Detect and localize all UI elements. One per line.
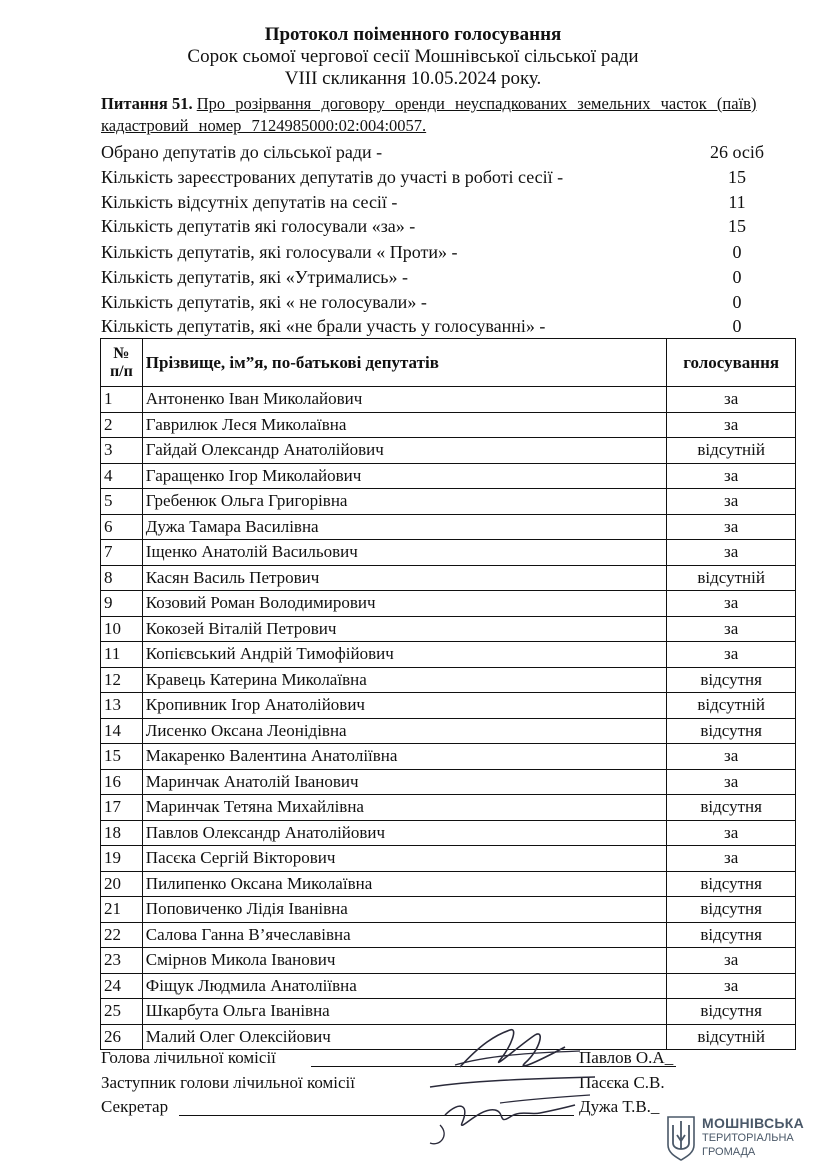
row-number: 21 xyxy=(101,897,143,923)
table-row xyxy=(101,667,796,693)
vote-result: відсутній xyxy=(667,1024,796,1050)
signatory-name: Дужа Т.В._ xyxy=(579,1097,660,1116)
table-row xyxy=(101,718,796,744)
row-number: 18 xyxy=(101,820,143,846)
deputy-name: Кропивник Ігор Анатолійович xyxy=(142,693,666,719)
row-number: 2 xyxy=(101,412,143,438)
stat-row xyxy=(101,316,791,340)
session-line: Сорок сьомої чергової сесії Мошнівської сільської ради xyxy=(187,46,639,67)
stat-value: 26 осіб xyxy=(709,142,765,162)
vote-result: відсутня xyxy=(667,922,796,948)
table-row xyxy=(101,489,796,515)
deputy-name: Маринчак Тетяна Михайлівна xyxy=(142,795,666,821)
question-line-2 xyxy=(101,115,801,137)
row-number: 5 xyxy=(101,489,143,515)
deputy-name: Гаращенко Ігор Миколайович xyxy=(142,463,666,489)
deputy-name: Салова Ганна В’ячеславівна xyxy=(142,922,666,948)
stat-value: 15 xyxy=(728,167,746,187)
row-number: 25 xyxy=(101,999,143,1025)
vote-result: відсутня xyxy=(667,999,796,1025)
row-number: 1 xyxy=(101,387,143,413)
handwritten-signature-icon xyxy=(400,1015,600,1155)
table-row xyxy=(101,616,796,642)
stat-label: Обрано депутатів до сільської ради - xyxy=(101,142,383,162)
logo-line-1: МОШНІВСЬКА xyxy=(702,1115,805,1131)
stat-row xyxy=(101,167,791,191)
question-text-1: Про розірвання договору оренди неуспадкованих земельних часток (паїв) xyxy=(196,94,757,113)
vote-result: за xyxy=(667,540,796,566)
deputy-name: Макаренко Валентина Анатоліївна xyxy=(142,744,666,770)
deputy-name: Гаврилюк Леся Миколаївна xyxy=(142,412,666,438)
stat-row xyxy=(101,292,791,316)
stat-value: 0 xyxy=(732,267,742,287)
stat-label: Кількість депутатів, які «не брали участь у голосуванні» - xyxy=(101,316,546,336)
deputy-name: Козовий Роман Володимирович xyxy=(142,591,666,617)
table-row xyxy=(101,412,796,438)
vote-result: відсутній xyxy=(667,438,796,464)
vote-result: за xyxy=(667,948,796,974)
stat-row xyxy=(101,142,791,166)
table-row xyxy=(101,438,796,464)
col-number-header xyxy=(101,339,143,387)
row-number: 22 xyxy=(101,922,143,948)
document-title: Протокол поіменного голосування xyxy=(264,24,562,45)
stat-label: Кількість депутатів які голосували «за» - xyxy=(101,216,416,236)
deputy-name: Фіщук Людмила Анатоліївна xyxy=(142,973,666,999)
stat-row xyxy=(101,216,791,240)
vote-result: за xyxy=(667,642,796,668)
signature-role: Заступник голови лічильної комісії xyxy=(101,1073,356,1092)
table-row xyxy=(101,463,796,489)
row-number: 19 xyxy=(101,846,143,872)
table-row xyxy=(101,565,796,591)
row-number: 7 xyxy=(101,540,143,566)
stat-label: Кількість відсутніх депутатів на сесії - xyxy=(101,192,398,212)
table-row xyxy=(101,642,796,668)
table-row xyxy=(101,871,796,897)
row-number: 20 xyxy=(101,871,143,897)
vote-result: за xyxy=(667,846,796,872)
col-vote-header: голосування xyxy=(667,339,796,387)
deputy-name: Кравець Катерина Миколаївна xyxy=(142,667,666,693)
stat-value: 0 xyxy=(732,316,742,336)
row-number: 23 xyxy=(101,948,143,974)
stat-label: Кількість депутатів, які «Утримались» - xyxy=(101,267,408,287)
row-number: 3 xyxy=(101,438,143,464)
signature-role: Голова лічильної комісії xyxy=(101,1048,276,1067)
deputy-name: Копієвський Андрій Тимофійович xyxy=(142,642,666,668)
row-number: 4 xyxy=(101,463,143,489)
stat-label: Кількість зареєстрованих депутатів до участі в роботі сесії - xyxy=(101,167,564,187)
deputy-name: Пилипенко Оксана Миколаївна xyxy=(142,871,666,897)
row-number: 24 xyxy=(101,973,143,999)
table-header-row xyxy=(101,339,796,387)
vote-result: відсутній xyxy=(667,565,796,591)
row-number: 11 xyxy=(101,642,143,668)
vote-result: за xyxy=(667,514,796,540)
deputy-name: Лисенко Оксана Леонідівна xyxy=(142,718,666,744)
vote-result: відсутня xyxy=(667,897,796,923)
signature-role: Секретар xyxy=(101,1097,169,1116)
deputy-name: Кокозей Віталій Петрович xyxy=(142,616,666,642)
community-logo xyxy=(666,1115,816,1163)
deputy-name: Дужа Тамара Василівна xyxy=(142,514,666,540)
row-number: 17 xyxy=(101,795,143,821)
table-row xyxy=(101,540,796,566)
stat-row xyxy=(101,192,791,216)
convocation-line: VIII скликання 10.05.2024 року. xyxy=(284,68,542,89)
table-row xyxy=(101,795,796,821)
deputy-name: Шкарбута Ольга Іванівна xyxy=(142,999,666,1025)
vote-result: відсутня xyxy=(667,871,796,897)
logo-line-2: ТЕРИТОРІАЛЬНА xyxy=(702,1132,794,1144)
vote-result: за xyxy=(667,387,796,413)
col-number-header-part: № xyxy=(113,344,130,362)
row-number: 12 xyxy=(101,667,143,693)
vote-result: за xyxy=(667,463,796,489)
row-number: 14 xyxy=(101,718,143,744)
stat-value: 11 xyxy=(728,192,746,212)
vote-result: за xyxy=(667,973,796,999)
table-row xyxy=(101,591,796,617)
logo-line-3: ГРОМАДА xyxy=(702,1146,756,1158)
deputy-name: Гребенюк Ольга Григорівна xyxy=(142,489,666,515)
roll-call-table xyxy=(100,338,796,1050)
table-row xyxy=(101,514,796,540)
stat-label: Кількість депутатів, які « не голосували» - xyxy=(101,292,427,312)
deputy-name: Поповиченко Лідія Іванівна xyxy=(142,897,666,923)
stat-label: Кількість депутатів, які голосували « Проти» - xyxy=(101,242,458,262)
signatory-name: Павлов О.А_ xyxy=(579,1048,674,1067)
vote-result: за xyxy=(667,489,796,515)
col-number-header-part: п/п xyxy=(109,362,133,380)
row-number: 26 xyxy=(101,1024,143,1050)
vote-result: за xyxy=(667,769,796,795)
vote-result: за xyxy=(667,820,796,846)
vote-result: за xyxy=(667,412,796,438)
table-row xyxy=(101,820,796,846)
table-row xyxy=(101,693,796,719)
stat-row xyxy=(101,242,791,266)
deputy-name: Іщенко Анатолій Васильович xyxy=(142,540,666,566)
row-number: 10 xyxy=(101,616,143,642)
vote-result: за xyxy=(667,616,796,642)
stat-value: 15 xyxy=(728,216,746,236)
deputy-name: Павлов Олександр Анатолійович xyxy=(142,820,666,846)
deputy-name: Малий Олег Олексійович xyxy=(142,1024,666,1050)
vote-result: відсутня xyxy=(667,667,796,693)
col-name-header: Прізвище, ім”я, по-батькові депутатів xyxy=(142,339,666,387)
table-row xyxy=(101,846,796,872)
table-row xyxy=(101,744,796,770)
question-text-2: кадастровий номер 7124985000:02:004:0057. xyxy=(101,116,427,135)
row-number: 13 xyxy=(101,693,143,719)
vote-result: відсутня xyxy=(667,795,796,821)
table-row xyxy=(101,769,796,795)
table-row xyxy=(101,973,796,999)
stat-value: 0 xyxy=(732,242,742,262)
deputy-name: Гайдай Олександр Анатолійович xyxy=(142,438,666,464)
table-row xyxy=(101,922,796,948)
row-number: 9 xyxy=(101,591,143,617)
row-number: 6 xyxy=(101,514,143,540)
trident-icon xyxy=(666,1115,696,1161)
vote-result: за xyxy=(667,591,796,617)
table-row xyxy=(101,948,796,974)
deputy-name: Касян Василь Петрович xyxy=(142,565,666,591)
deputy-name: Антоненко Іван Миколайович xyxy=(142,387,666,413)
table-row xyxy=(101,387,796,413)
deputy-name: Маринчак Анатолій Іванович xyxy=(142,769,666,795)
table-row xyxy=(101,897,796,923)
row-number: 8 xyxy=(101,565,143,591)
question-label: Питання 51 xyxy=(101,94,189,113)
vote-result: відсутній xyxy=(667,693,796,719)
vote-result: за xyxy=(667,744,796,770)
row-number: 15 xyxy=(101,744,143,770)
question-line-1: Питання 51. Про розірвання договору оренди неуспадкованих земельних часток (паїв) xyxy=(101,94,757,113)
stat-row xyxy=(101,267,791,291)
row-number: 16 xyxy=(101,769,143,795)
vote-result: відсутня xyxy=(667,718,796,744)
stat-value: 0 xyxy=(732,292,742,312)
deputy-name: Пасєка Сергій Вікторович xyxy=(142,846,666,872)
signatory-name: Пасєка С.В. xyxy=(579,1073,665,1092)
deputy-name: Смірнов Микола Іванович xyxy=(142,948,666,974)
